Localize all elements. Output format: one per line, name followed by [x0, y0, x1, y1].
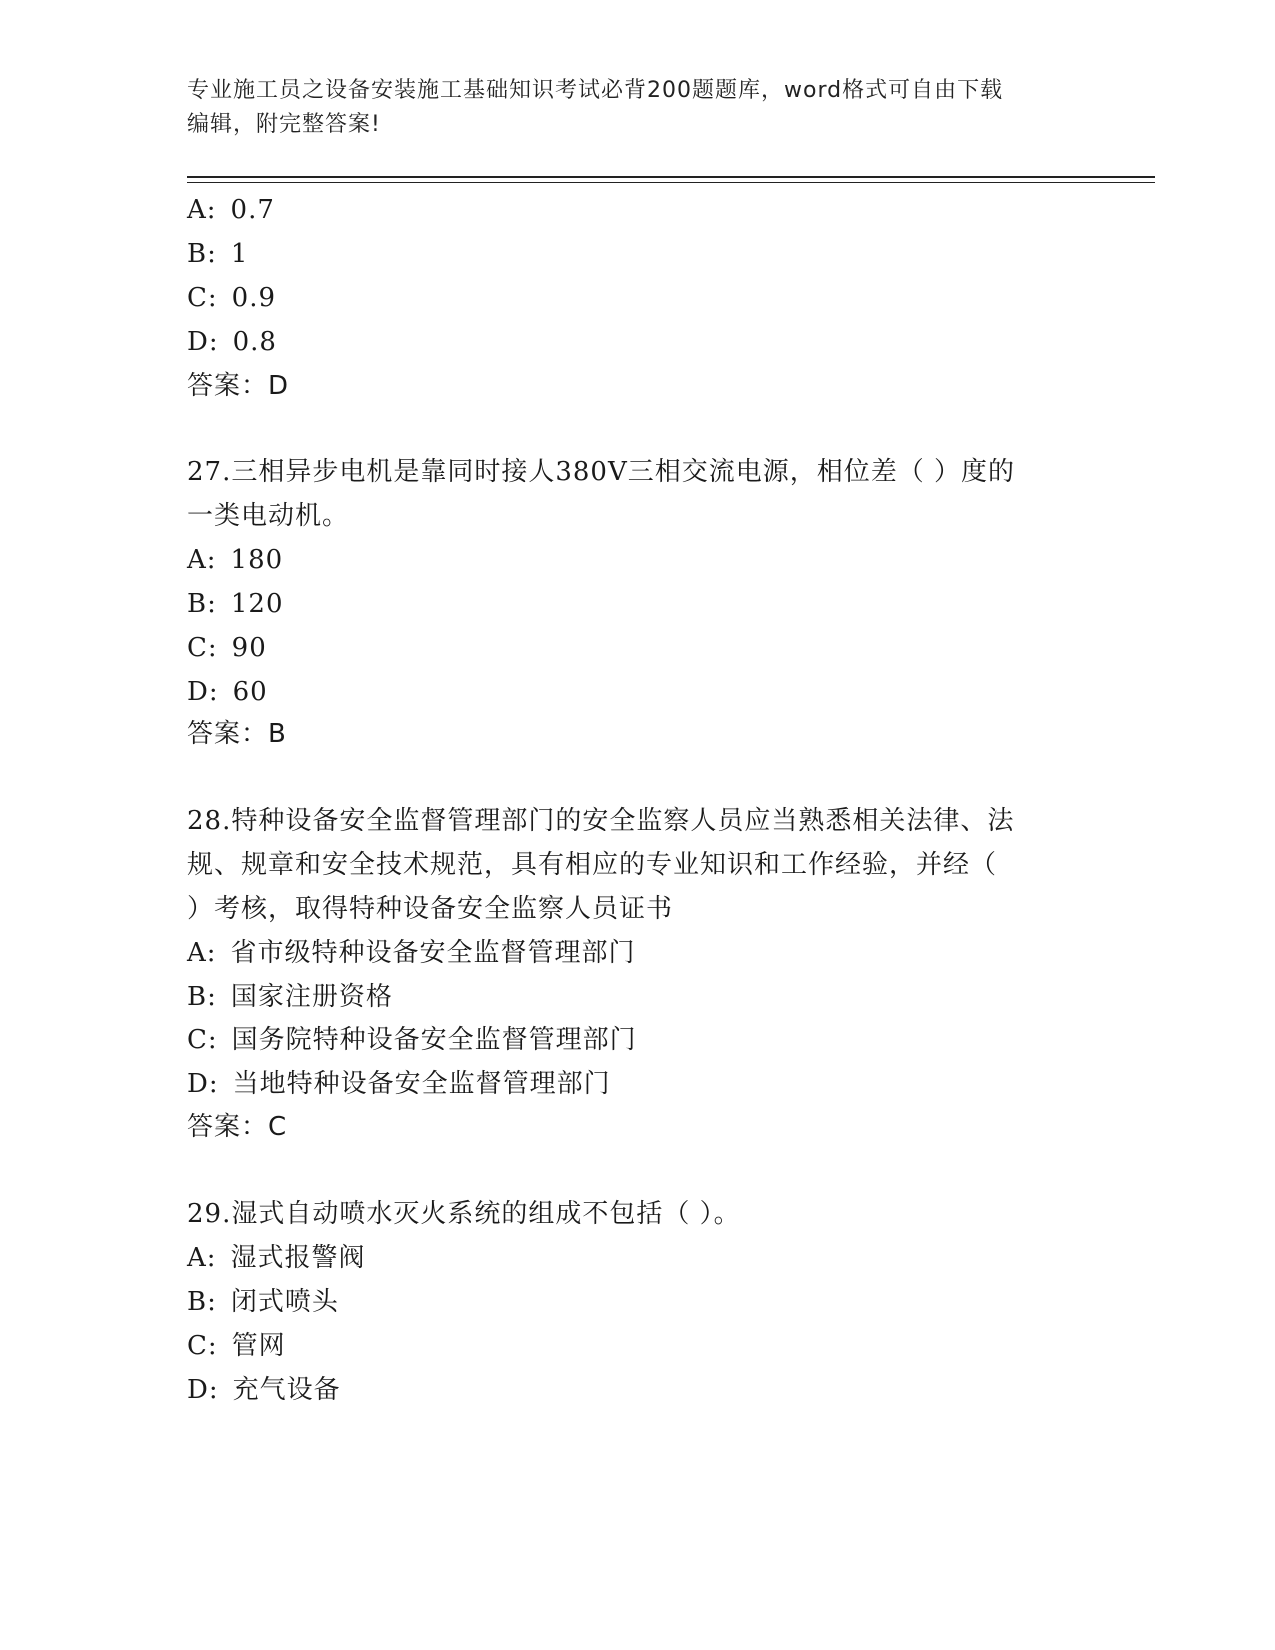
question-stem: 28.特种设备安全监督管理部门的安全监察人员应当熟悉相关法律、法 — [187, 806, 1015, 836]
option-b: B: 120 — [187, 589, 284, 619]
question-stem: 27.三相异步电机是靠同时接人380V三相交流电源，相位差（ ）度的 — [187, 457, 1016, 487]
option-a: A: 180 — [187, 545, 284, 575]
option-d: D: 0.8 — [187, 327, 277, 357]
header-line-1: 专业施工员之设备安装施工基础知识考试必背200题题库，word格式可自由下载 — [187, 78, 1004, 103]
question-stem: 29.湿式自动喷水灭火系统的组成不包括（ ）。 — [187, 1199, 741, 1229]
option-a: A: 省市级特种设备安全监督管理部门 — [187, 938, 636, 968]
option-a: A: 湿式报警阀 — [187, 1243, 366, 1273]
option-c: C: 0.9 — [187, 283, 277, 313]
option-b: B: 1 — [187, 239, 249, 269]
document-header — [187, 74, 1087, 142]
question-stem-continued: ）考核，取得特种设备安全监察人员证书 — [187, 894, 674, 924]
header-line-2: 编辑，附完整答案! — [187, 112, 381, 137]
question-stem-continued: 规、规章和安全技术规范，具有相应的专业知识和工作经验，并经（ — [187, 850, 998, 880]
header-divider-thick — [187, 176, 1155, 178]
answer: 答案：C — [187, 1112, 288, 1142]
option-a: A: 0.7 — [187, 195, 275, 225]
option-b: B: 国家注册资格 — [187, 982, 393, 1012]
option-c: C: 国务院特种设备安全监督管理部门 — [187, 1025, 637, 1055]
option-b: B: 闭式喷头 — [187, 1287, 339, 1317]
answer: 答案：B — [187, 719, 287, 749]
option-c: C: 管网 — [187, 1331, 286, 1361]
option-d: D: 充气设备 — [187, 1375, 341, 1405]
header-divider-thin — [187, 182, 1155, 183]
option-c: C: 90 — [187, 633, 267, 663]
answer: 答案：D — [187, 371, 290, 401]
question-stem-continued: 一类电动机。 — [187, 501, 350, 531]
option-d: D: 当地特种设备安全监督管理部门 — [187, 1069, 611, 1099]
option-d: D: 60 — [187, 677, 268, 707]
